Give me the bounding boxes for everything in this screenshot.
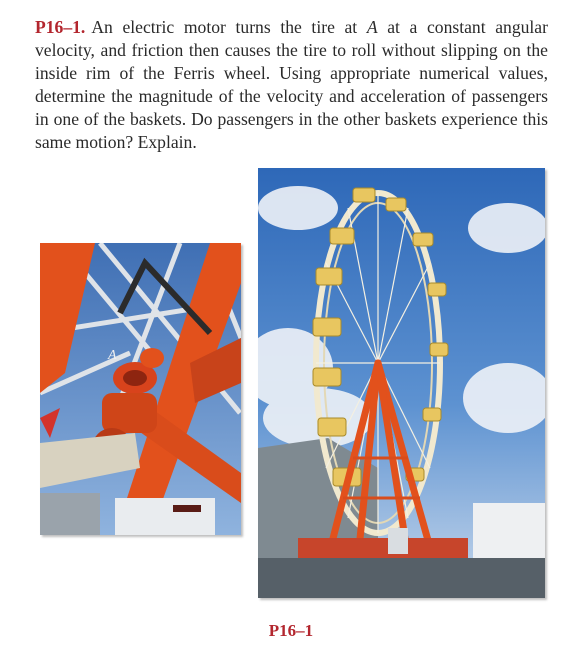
problem-text-1: An electric motor turns the tire at xyxy=(91,17,358,37)
problem-number: P16–1. xyxy=(35,17,86,37)
motor-illustration xyxy=(40,243,241,535)
ferris-wheel-photo xyxy=(258,168,545,598)
motor-label-a: A xyxy=(108,348,117,363)
ferris-wheel-illustration xyxy=(258,168,545,598)
problem-variable: A xyxy=(366,17,378,37)
problem-statement xyxy=(35,16,548,154)
figure-caption: P16–1 xyxy=(268,621,314,640)
problem-text-2: at a constant angular velocity, and friction then causes the tire to roll without slipping on the inside rim of the Ferris wheel. Using appropriate numerical values, determine the magnitude of the velocity and acceleration of passengers in one of the baskets. Do passengers in the other baskets experience this same motion? Explain. xyxy=(35,17,548,152)
motor-photo xyxy=(40,243,241,535)
